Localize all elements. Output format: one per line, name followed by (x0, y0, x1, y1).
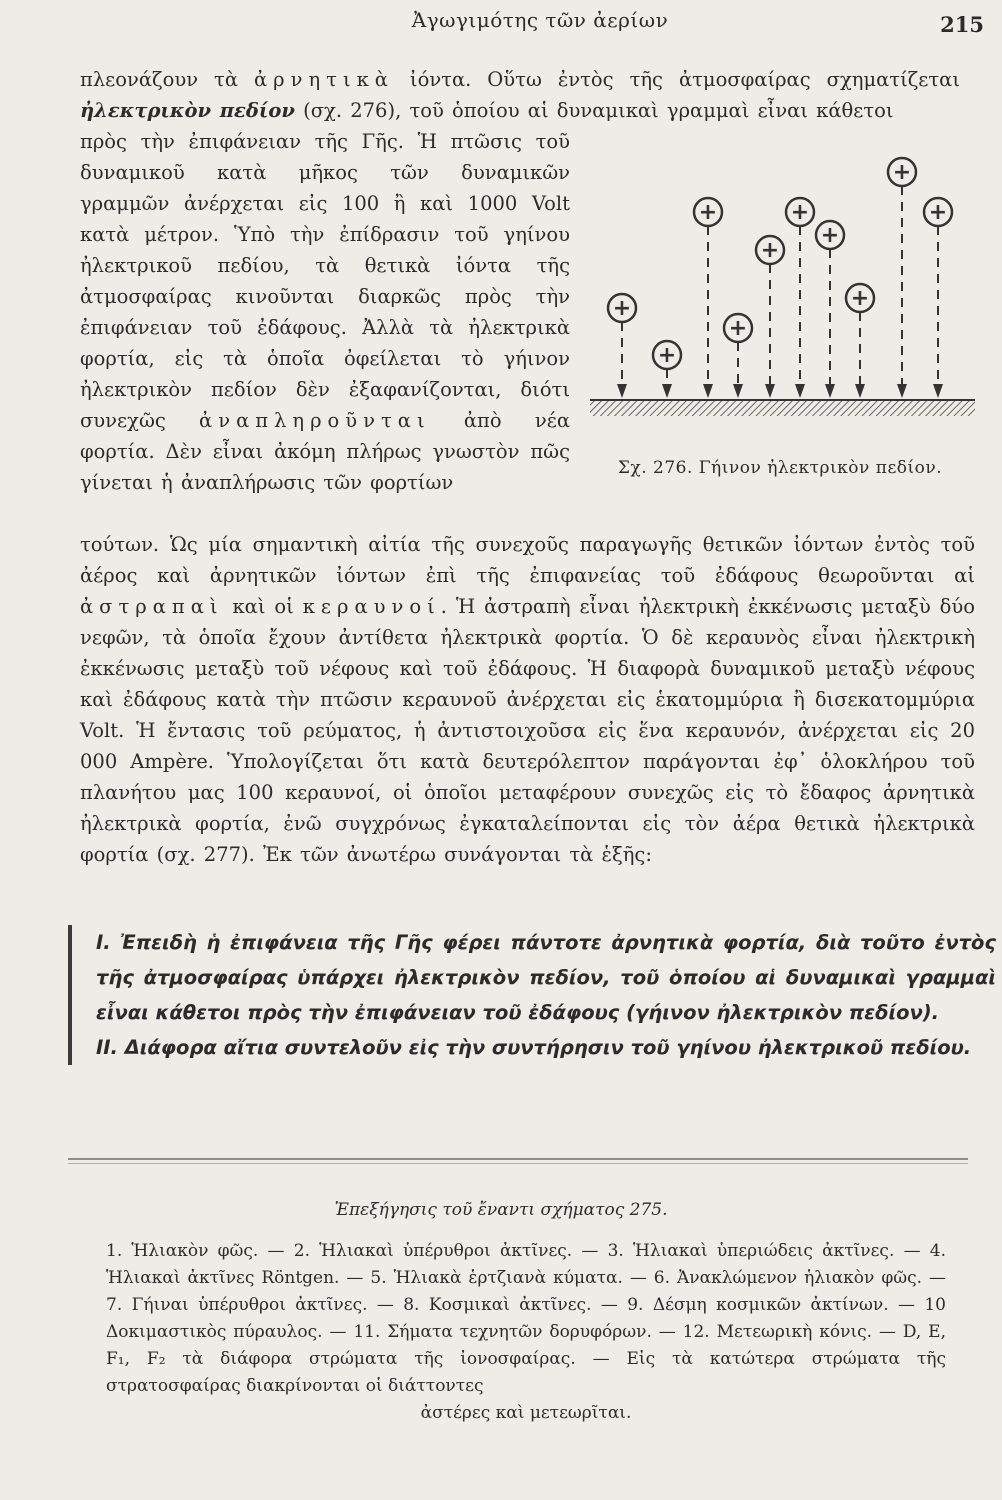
charge-sign: + (820, 223, 840, 248)
rule-1: I. Ἐπειδὴ ἡ ἐπιφάνεια τῆς Γῆς φέρει πάντοτε ἀρνητικὰ φορτία, διὰ τοῦτο ἐντὸς τῆς ἀτμοσφαίρας ὑπάρχει ἠλεκτρικὸν πεδίον, τοῦ ὁποίου αἱ δυναμικαὶ γραμμαὶ εἶναι κάθετοι πρὸς τὴν ἐπιφάνειαν τοῦ ἐδάφους (γήινον ἠλεκτρικὸν πεδίον). (96, 931, 996, 1024)
field-arrow (855, 384, 865, 398)
field-arrow (933, 384, 943, 398)
notes-body: 1. Ἡλιακὸν φῶς. — 2. Ἡλιακαὶ ὑπέρυθροι ἀκτῖνες. — 3. Ἡλιακαὶ ὑπεριώδεις ἀκτῖνες. — 4. Ἡλιακαὶ ἀκτῖνες Röntgen. — 5. Ἡλιακὰ ἑρτζιανὰ κύματα. — 6. Ἀνακλώμενον ἡλιακὸν φῶς. — 7. Γήιναι ὑπέρυθροι ἀκτῖνες. — 8. Κοσμικαὶ ἀκτῖνες. — 9. Δέσμη κοσμικῶν ἀκτίνων. — 10 Δοκιμαστικὸς πύραυλος. — 11. Σήματα τεχνητῶν δορυφόρων. — 12. Μετεωρικὴ κόνις. — D, E, F₁, F₂ τὰ διάφορα στρώματα τῆς ἰονοσφαίρας. — Εἰς τὰ κατώτερα στρώματα τῆς στρατοσφαίρας διακρίνονται οἱ διάττοντες (106, 1241, 946, 1396)
paragraph-1-first-line (80, 64, 960, 126)
spaced-text: ἀρνητικὰ (253, 68, 394, 91)
page-number: 215 (940, 12, 984, 37)
charge-sign: + (790, 200, 810, 225)
ground-hatch (590, 400, 975, 416)
text-run: τούτων. Ὡς μία σημαντικὴ αἰτία τῆς συνεχοῦς παραγωγῆς θετικῶν ἰόντων ἐντὸς τοῦ ἀέρος καὶ ἀρνητικῶν ἰόντων ἐπὶ τῆς ἐπιφανείας τοῦ ἐδάφους θεωροῦνται αἱ (80, 533, 975, 587)
text-run: (σχ. 276), τοῦ ὁποίου αἱ δυναμικαὶ γραμμαὶ εἶναι κάθετοι (294, 99, 894, 122)
divider (68, 1163, 968, 1164)
text-run: καὶ οἱ (223, 595, 303, 618)
running-header: Ἀγωγιμότης τῶν ἀερίων (411, 8, 669, 32)
bold-term: ἠλεκτρικὸν πεδίον (80, 99, 295, 122)
charge-sign: + (892, 160, 912, 185)
summary-rules (68, 925, 996, 1065)
text-run: ἰόντα. Οὕτω ἐντὸς τῆς ἀτμοσφαίρας σχηματίζεται (393, 68, 960, 91)
field-arrow (897, 384, 907, 398)
charge-sign: + (728, 316, 748, 341)
rule-2: II. Διάφορα αἴτια συντελοῦν εἰς τὴν συντήρησιν τοῦ γηίνου ἠλεκτρικοῦ πεδίου. (96, 1036, 972, 1059)
text-run: πρὸς τὴν ἐπιφάνειαν τῆς Γῆς. Ἡ πτῶσις τοῦ δυναμικοῦ κατὰ μῆκος τῶν δυναμικῶν γραμμῶν ἀνέρχεται εἰς 100 ἢ καὶ 1000 Volt κατὰ μέτρον. Ὑπὸ τὴν ἐπίδρασιν τοῦ γηίνου ἠλεκτρικοῦ πεδίου, τὰ θετικὰ ἰόντα τῆς ἀτμοσφαίρας κινοῦνται διαρκῶς πρὸς τὴν ἐπιφάνειαν τοῦ ἐδάφους. Ἀλλὰ τὰ ἠλεκτρικὰ φορτία, εἰς τὰ ὁποῖα ὀφείλεται τὸ γήινον ἠλεκτρικὸν πεδίον δὲν ἐξαφανίζονται, διότι συνεχῶς (80, 130, 570, 432)
spaced-text: ἀστραπαὶ (80, 595, 224, 618)
field-arrow (795, 384, 805, 398)
charge-sign: + (928, 200, 948, 225)
charge-sign: + (698, 200, 718, 225)
charge-sign: + (760, 238, 780, 263)
field-arrow (765, 384, 775, 398)
spaced-text: κεραυνοί (302, 595, 441, 618)
charge-sign: + (657, 343, 677, 368)
notes-end: ἀστέρες καὶ μετεωρῖται. (420, 1403, 632, 1423)
text-run: . Ἡ ἀστραπὴ εἶναι ἠλεκτρικὴ ἐκκένωσις μεταξὺ δύο νεφῶν, τὰ ὁποῖα ἔχουν ἀντίθετα ἠλεκτρικὰ φορτία. Ὁ δὲ κεραυνὸς εἶναι ἠλεκτρικὴ ἐκκένωσις μεταξὺ τοῦ νέφους καὶ τοῦ ἐδάφους. Ἡ διαφορὰ δυναμικοῦ μεταξὺ νέφους καὶ ἐδάφους κατὰ τὴν πτῶσιν κεραυνοῦ ἀνέρχεται εἰς ἑκατομμύρια ἢ δισεκατομμύρια Volt. Ἡ ἔντασις τοῦ ρεύματος, ἡ ἀντιστοιχοῦσα εἰς ἕνα κεραυνόν, ἀνέρχεται εἰς 20 000 Ampère. Ὑπολογίζεται ὅτι κατὰ δευτερόλεπτον παράγονται ἐφ᾽ ὁλοκλήρου τοῦ πλανήτου μας 100 κεραυνοί, οἱ ὁποῖοι μεταφέρουν συνεχῶς εἰς τὸ ἔδαφος ἀρνητικὰ ἠλεκτρικὰ φορτία, ἐνῶ συγχρόνως ἐγκαταλείπονται εἰς τὸν ἀέρα θετικὰ ἠλεκτρικὰ φορτία (σχ. 277). Ἐκ τῶν ἀνωτέρω συνάγονται τὰ ἑξῆς: (80, 595, 976, 866)
earth-electric-field-figure (590, 150, 980, 500)
charge-sign: + (612, 296, 632, 321)
divider (68, 1158, 968, 1160)
charge-sign: + (850, 286, 870, 311)
paragraph-2 (80, 529, 975, 870)
field-arrow (733, 384, 743, 398)
text-run: πλεονάζουν τὰ (80, 68, 254, 91)
charges-group (608, 158, 952, 398)
field-arrow (825, 384, 835, 398)
notes-text (106, 1238, 946, 1427)
text-run: ἀπὸ νέα φορτία. Δὲν εἶναι ἀκόμη πλήρως γνωστὸν πῶς γίνεται ἡ ἀναπλήρωσις τῶν φορτίων (80, 409, 571, 494)
notes-title: Ἐπεξήγησις τοῦ ἔναντι σχήματος 275. (334, 1200, 668, 1220)
paragraph-1-wrapped (80, 126, 570, 498)
spaced-text: ἀναπληροῦνται (199, 409, 431, 432)
figure-caption: Σχ. 276. Γήινον ἠλεκτρικὸν πεδίον. (617, 458, 943, 478)
field-arrow (617, 384, 627, 398)
field-arrow (703, 384, 713, 398)
ground (590, 400, 975, 416)
field-arrow (662, 384, 672, 398)
